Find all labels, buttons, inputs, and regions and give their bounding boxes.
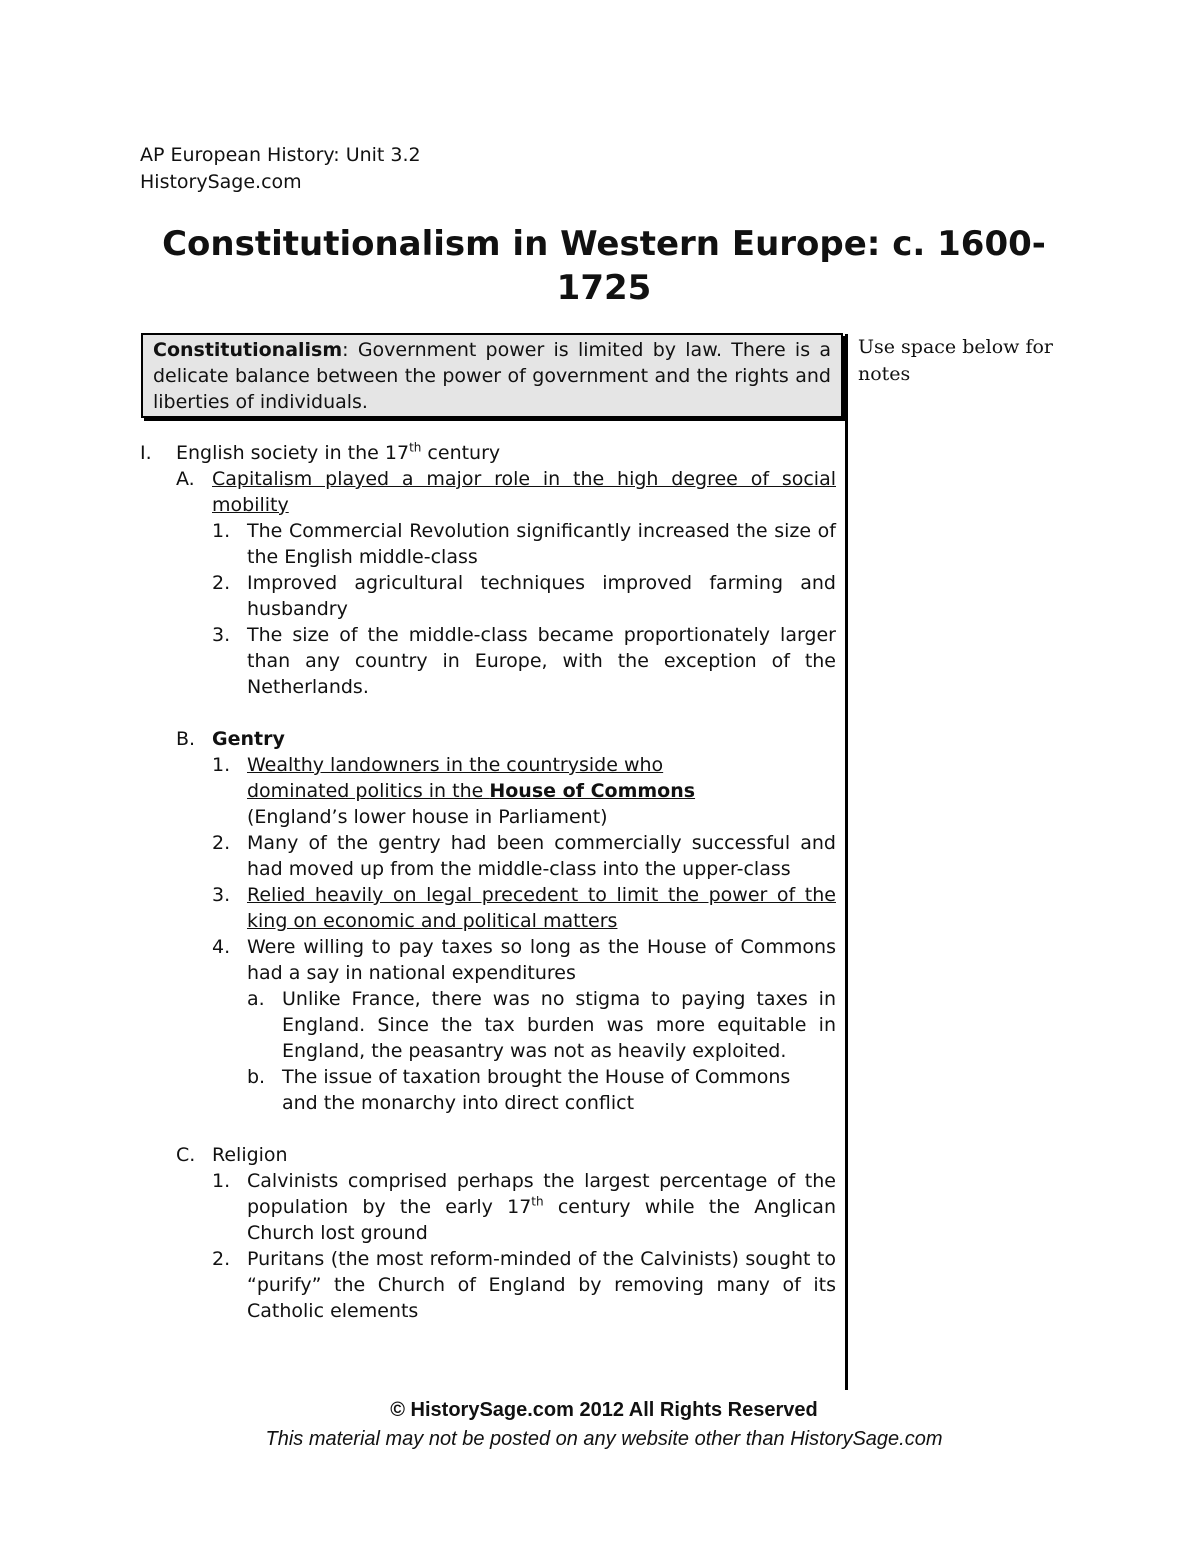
item-marker: 2. — [212, 572, 231, 594]
course-title: AP European History: Unit 3.2 — [140, 144, 421, 166]
item-marker: 3. — [212, 884, 231, 906]
copyright-footer — [140, 1396, 1068, 1454]
definition-text: : Government power is limited by law. There is a delicate balance between the power of government and the rights and liberties of individuals. — [153, 339, 831, 413]
item-text: Capitalism played a major role in the high degree of social mobility — [212, 468, 836, 516]
item-marker: 3. — [212, 624, 231, 646]
outline — [140, 440, 836, 1324]
copyright-line: © HistorySage.com 2012 All Rights Reserved — [390, 1399, 818, 1421]
item-text: Relied heavily on legal precedent to limit the power of the king on economic and political matters — [247, 884, 836, 932]
item-text: Religion — [212, 1144, 288, 1166]
item-marker: 2. — [212, 1248, 231, 1270]
item-marker: C. — [176, 1144, 196, 1166]
outline-item-b — [140, 726, 836, 752]
item-marker: B. — [176, 728, 196, 750]
outline-section-i — [140, 440, 836, 466]
item-text: Gentry — [212, 728, 285, 750]
item-marker: 1. — [212, 520, 231, 542]
list-item — [140, 1064, 800, 1116]
list-item — [140, 518, 836, 570]
list-item — [140, 1168, 836, 1246]
item-text: Puritans (the most reform-minded of the Calvinists) sought to “purify” the Church of England by removing many of its Catholic elements — [247, 1248, 836, 1322]
item-text: The Commercial Revolution significantly increased the size of the English middle-class — [247, 520, 836, 568]
list-item — [140, 830, 836, 882]
item-marker: 4. — [212, 936, 231, 958]
item-marker: A. — [176, 468, 195, 490]
item-text: The issue of taxation brought the House of Commons and the monarchy into direct conflict — [282, 1066, 791, 1114]
item-text-underlined: Wealthy landowners in the countryside who dominated politics in the — [247, 754, 664, 802]
list-item — [140, 986, 836, 1064]
item-text-rest: (England’s lower house in Parliament) — [247, 806, 608, 828]
item-marker: 1. — [212, 754, 231, 776]
list-item — [140, 570, 836, 622]
definition-term: Constitutionalism — [153, 339, 343, 361]
item-marker: a. — [247, 988, 265, 1010]
item-text: Unlike France, there was no stigma to paying taxes in England. Since the tax burden was more equitable in England, the peasantry was not as heavily exploited. — [282, 988, 836, 1062]
item-text: Were willing to pay taxes so long as the House of Commons had a say in national expenditures — [247, 936, 836, 984]
list-item — [140, 622, 836, 700]
house-of-commons-term: House of Commons — [489, 780, 696, 802]
item-marker: b. — [247, 1066, 266, 1088]
list-item — [140, 752, 756, 830]
definition-box — [141, 333, 843, 418]
document-header — [140, 142, 421, 196]
section-sup: th — [409, 440, 422, 455]
outline-item-c — [140, 1142, 836, 1168]
item-text: The size of the middle-class became proportionately larger than any country in Europe, with the exception of the Netherlands. — [247, 624, 836, 698]
section-marker: I. — [140, 442, 152, 464]
outline-item-a — [140, 466, 836, 518]
item-text: Many of the gentry had been commercially successful and had moved up from the middle-class into the upper-class — [247, 832, 836, 880]
item-text-end: century while the Anglican Church lost ground — [247, 1196, 836, 1244]
list-item — [140, 882, 836, 934]
item-text: Improved agricultural techniques improved farming and husbandry — [247, 572, 836, 620]
item-sup: th — [531, 1194, 544, 1209]
list-item — [140, 1246, 836, 1324]
section-text-end: century — [421, 442, 501, 464]
section-text: English society in the 17 — [176, 442, 410, 464]
usage-notice: This material may not be posted on any website other than HistorySage.com — [265, 1428, 943, 1450]
item-text: Calvinists comprised perhaps the largest percentage of the population by the early 17 — [247, 1170, 836, 1218]
item-marker: 1. — [212, 1170, 231, 1192]
site-name: HistorySage.com — [140, 171, 302, 193]
page-title: Constitutionalism in Western Europe: c. 1600-1725 — [162, 224, 1046, 308]
notes-column-divider — [845, 334, 848, 1390]
notes-label: Use space below for notes — [858, 336, 1053, 385]
item-marker: 2. — [212, 832, 231, 854]
list-item — [140, 934, 836, 986]
